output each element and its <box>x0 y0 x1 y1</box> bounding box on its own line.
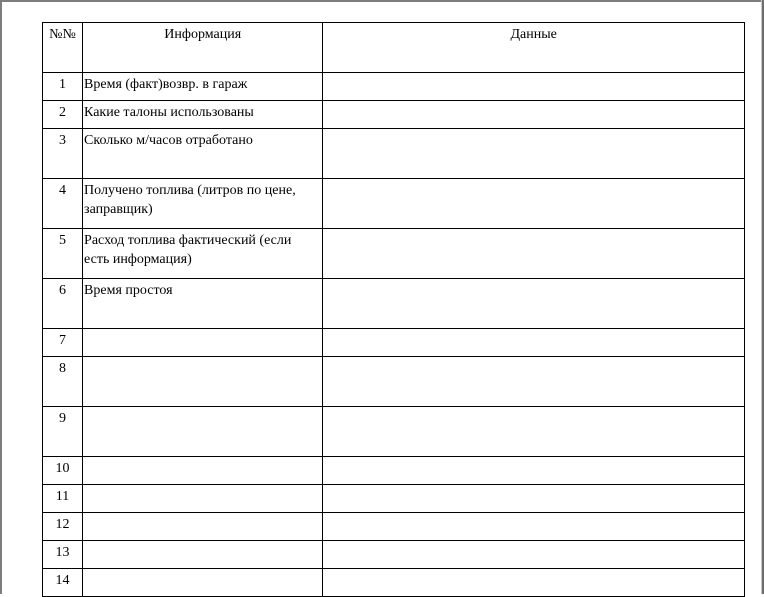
header-info: Информация <box>83 23 323 73</box>
table-row <box>43 541 745 569</box>
row-info: Сколько м/часов отработано <box>83 129 323 179</box>
table-row <box>43 229 745 279</box>
row-data-cell[interactable] <box>323 407 745 457</box>
row-number: 1 <box>43 73 83 101</box>
row-data-cell[interactable] <box>323 279 745 329</box>
row-data-cell[interactable] <box>323 513 745 541</box>
row-info: Расход топлива фактический (если есть информация) <box>83 229 323 279</box>
row-number: 7 <box>43 329 83 357</box>
row-number: 11 <box>43 485 83 513</box>
row-number: 12 <box>43 513 83 541</box>
row-info[interactable] <box>83 541 323 569</box>
row-data-cell[interactable] <box>323 229 745 279</box>
row-number: 2 <box>43 101 83 129</box>
row-number: 9 <box>43 407 83 457</box>
table-row <box>43 357 745 407</box>
row-info[interactable] <box>83 329 323 357</box>
row-info: Какие талоны использованы <box>83 101 323 129</box>
table-row <box>43 179 745 229</box>
row-info[interactable] <box>83 457 323 485</box>
row-number: 14 <box>43 569 83 597</box>
row-number: 3 <box>43 129 83 179</box>
row-info: Получено топлива (литров по цене, заправщик) <box>83 179 323 229</box>
table-row <box>43 513 745 541</box>
table-row <box>43 329 745 357</box>
row-number: 6 <box>43 279 83 329</box>
row-info[interactable] <box>83 485 323 513</box>
row-data-cell[interactable] <box>323 101 745 129</box>
row-data-cell[interactable] <box>323 73 745 101</box>
table-row <box>43 485 745 513</box>
row-data-cell[interactable] <box>323 329 745 357</box>
row-number: 4 <box>43 179 83 229</box>
table-row <box>43 569 745 597</box>
row-number: 13 <box>43 541 83 569</box>
row-data-cell[interactable] <box>323 457 745 485</box>
row-data-cell[interactable] <box>323 569 745 597</box>
table-row <box>43 279 745 329</box>
table-row <box>43 407 745 457</box>
row-info[interactable] <box>83 569 323 597</box>
row-info[interactable] <box>83 407 323 457</box>
header-data: Данные <box>323 23 745 73</box>
row-number: 10 <box>43 457 83 485</box>
table-row <box>43 101 745 129</box>
document-page <box>2 2 761 594</box>
table-row <box>43 73 745 101</box>
row-number: 5 <box>43 229 83 279</box>
row-data-cell[interactable] <box>323 485 745 513</box>
row-info[interactable] <box>83 513 323 541</box>
table-row <box>43 129 745 179</box>
info-table <box>42 22 745 597</box>
row-data-cell[interactable] <box>323 357 745 407</box>
row-number: 8 <box>43 357 83 407</box>
row-info[interactable] <box>83 357 323 407</box>
row-data-cell[interactable] <box>323 129 745 179</box>
row-data-cell[interactable] <box>323 541 745 569</box>
table-header-row <box>43 23 745 73</box>
row-info: Время простоя <box>83 279 323 329</box>
header-number: №№ <box>43 23 83 73</box>
row-data-cell[interactable] <box>323 179 745 229</box>
row-info: Время (факт)возвр. в гараж <box>83 73 323 101</box>
table-row <box>43 457 745 485</box>
